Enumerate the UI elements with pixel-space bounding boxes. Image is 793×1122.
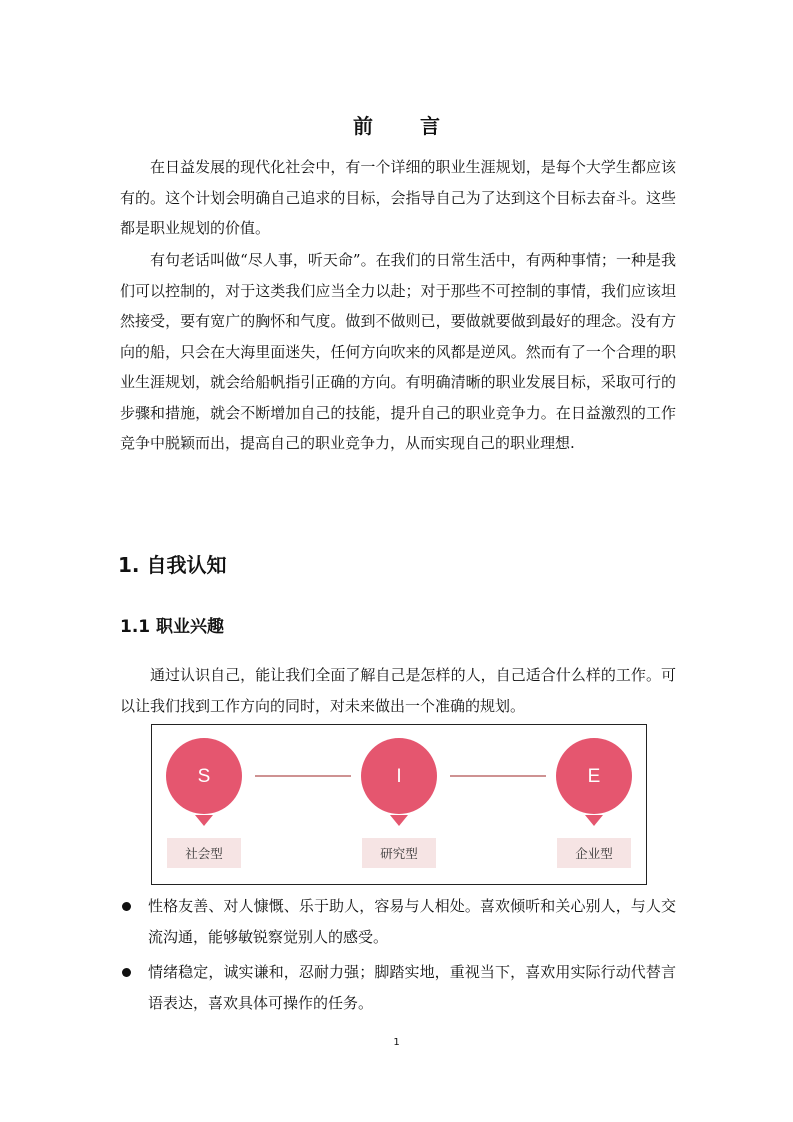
pointer-e [585, 815, 603, 826]
subsection-heading: 1.1 职业兴趣 [120, 617, 225, 637]
preface-paragraph-1: 在日益发展的现代化社会中，有一个详细的职业生涯规划，是每个大学生都应该有的。这个计划会明确自己追求的目标，会指导自己为了达到这个目标去奋斗。这些都是职业规划的价值。 [120, 158, 676, 237]
type-node-i [361, 738, 437, 868]
intro-paragraph: 通过认识自己，能让我们全面了解自己是怎样的人，自己适合什么样的工作。可以让我们找到工作方向的同时，对未来做出一个准确的规划。 [120, 666, 676, 715]
list-item-text: 情绪稳定，诚实谦和，忍耐力强；脚踏实地，重视当下，喜欢用实际行动代替言语表达，喜欢具体可操作的任务。 [148, 963, 676, 1012]
list-item [120, 957, 676, 1018]
interest-type-diagram [151, 724, 647, 885]
diagram-svg [152, 725, 648, 886]
page-number: 1 [393, 1037, 400, 1048]
bullet-dot-icon [122, 968, 131, 977]
section-heading: 1. 自我认知 [118, 553, 227, 577]
trait-list [120, 891, 676, 1023]
letter-i: I [396, 766, 402, 787]
list-item [120, 891, 676, 952]
letter-e: E [587, 766, 601, 787]
pointer-s [195, 815, 213, 826]
label-s: 社会型 [185, 846, 223, 861]
bullet-dot-icon [122, 902, 131, 911]
type-node-s [166, 738, 242, 868]
pointer-i [390, 815, 408, 826]
page-title: 前 言 [353, 114, 460, 138]
preface-paragraph-2: 有句老话叫做“尽人事，听天命”。在我们的日常生活中，有两种事情；一种是我们可以控制的，对于这类我们应当全力以赴；对于那些不可控制的事情，我们应该坦然接受，要有宽广的胸怀和气度。做到不做则已，要做就要做到最好的理念。没有方向的船，只会在大海里面迷失，任何方向吹来的风都是逆风。然而有了一个合理的职业生涯规划，就会给船帆指引正确的方向。有明确清晰的职业发展目标，采取可行的步骤和措施，就会不断增加自己的技能，提升自己的职业竞争力。在日益激烈的工作竞争中脱颖而出，提高自己的职业竞争力，从而实现自己的职业理想. [120, 251, 676, 452]
label-i: 研究型 [380, 846, 418, 861]
letter-s: S [197, 766, 211, 787]
type-node-e [556, 738, 632, 868]
list-item-text: 性格友善、对人慷慨、乐于助人，容易与人相处。喜欢倾听和关心别人，与人交流沟通，能够敏锐察觉别人的感受。 [148, 897, 676, 946]
label-e: 企业型 [575, 846, 613, 861]
